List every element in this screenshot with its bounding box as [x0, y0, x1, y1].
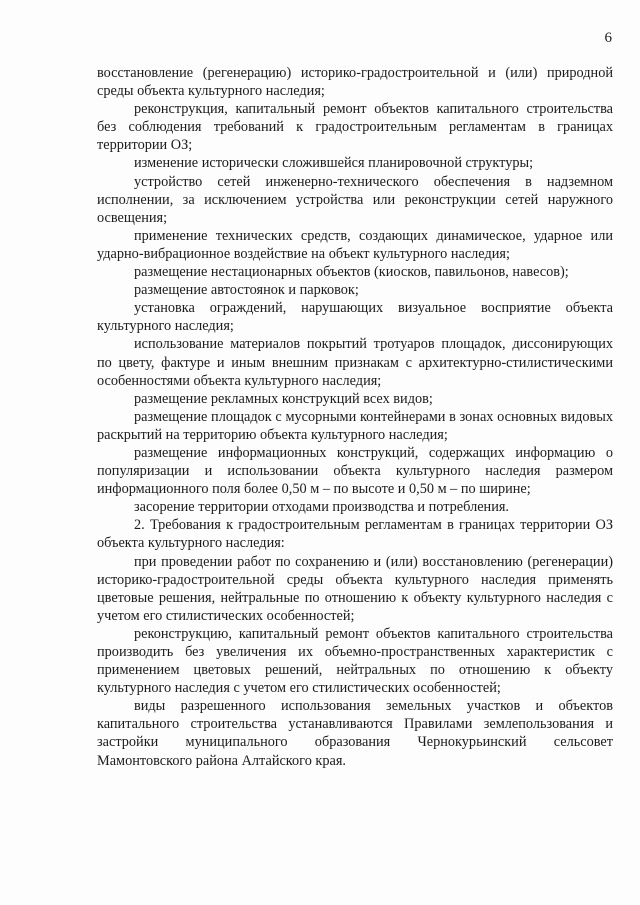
paragraph: размещение нестационарных объектов (киосков, павильонов, навесов);: [134, 264, 569, 281]
paragraph: размещение рекламных конструкций всех видов;: [134, 390, 433, 407]
paragraph: виды разрешенного использования земельных участков и объектов капитального строительства устанавливаются Правилами землепользования и застройки муниципального образования Чернокурьинский сельсовет Мамонтовского района Алтайского края.: [97, 698, 613, 769]
paragraph: реконструкция, капитальный ремонт объектов капитального строительства без соблюдения требований к градостроительным регламентам в границах территории ОЗ;: [97, 101, 613, 154]
document-body: [97, 64, 613, 770]
paragraph: применение технических средств, создающих динамическое, ударное или ударно-вибрационное воздействие на объект культурного наследия;: [97, 227, 613, 262]
paragraph: установка ограждений, нарушающих визуальное восприятие объекта культурного наследия;: [97, 300, 613, 335]
paragraph: засорение территории отходами производства и потребления.: [134, 499, 510, 516]
paragraph: 2. Требования к градостроительным регламентам в границах территории ОЗ объекта культурного наследия:: [97, 517, 613, 552]
paragraph: восстановление (регенерацию) историко-градостроительной и (или) природной среды объекта культурного наследия;: [97, 65, 613, 100]
paragraph: размещение автостоянок и парковок;: [134, 282, 359, 299]
paragraph: устройство сетей инженерно-технического обеспечения в надземном исполнении, за исключением устройства или реконструкции сетей наружного освещения;: [97, 173, 613, 226]
page-number: 6: [604, 30, 612, 46]
paragraph: изменение исторически сложившейся планировочной структуры;: [134, 155, 534, 172]
paragraph: при проведении работ по сохранению и (или) восстановлению (регенерации) историко-градостроительной среды объекта культурного наследия применять цветовые решения, нейтральные по отношению к объекту культурного наследия с учетом его стилистических особенностей;: [97, 553, 613, 624]
paragraph: размещение информационных конструкций, содержащих информацию о популяризации и использовании объекта культурного наследия размером информационного поля более 0,50 м – по высоте и 0,50 м – по ширине;: [97, 444, 613, 498]
paragraph: размещение площадок с мусорными контейнерами в зонах основных видовых раскрытий на территорию объекта культурного наследия;: [97, 408, 613, 443]
paragraph: реконструкцию, капитальный ремонт объектов капитального строительства производить без увеличения их объемно-пространственных характеристик с применением цветовых решений, нейтральных по отношению к объекту культурного наследия с учетом его стилистических особенностей;: [97, 625, 613, 697]
paragraph: использование материалов покрытий тротуаров площадок, диссонирующих по цвету, фактуре и иным внешним признакам с архитектурно-стилистическими особенностями объекта культурного наследия;: [97, 336, 613, 389]
